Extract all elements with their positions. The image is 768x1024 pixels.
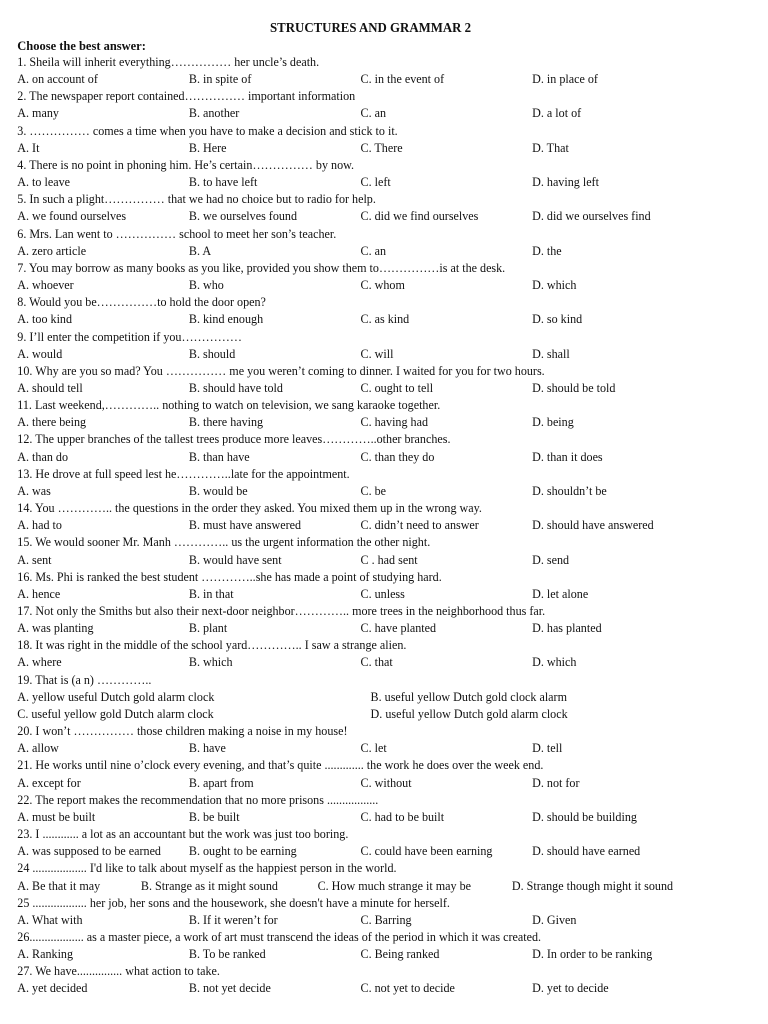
option-a[interactable]: A. where [17, 655, 62, 670]
option-d[interactable]: D. should have earned [532, 844, 641, 859]
option-b[interactable]: B. plant [188, 621, 228, 636]
options-row [17, 980, 724, 997]
question-text: 20. I won’t …………… those children making a noise in my house! [17, 724, 348, 739]
question-item [17, 895, 724, 929]
option-c[interactable]: C. let [360, 741, 387, 756]
option-d[interactable]: D. which [532, 655, 577, 670]
question-text: 4. There is no point in phoning him. He’s certain…………… by now. [17, 157, 355, 172]
options-row [17, 654, 724, 671]
option-c[interactable]: C. as kind [360, 312, 410, 327]
option-c[interactable]: C. unless [360, 586, 405, 601]
options-row [17, 946, 724, 963]
option-d[interactable]: D. yet to decide [532, 981, 609, 996]
option-c[interactable]: C. didn’t need to answer [360, 518, 479, 533]
options-row [17, 449, 724, 466]
option-a[interactable]: A. many [17, 106, 59, 121]
option-a[interactable]: A. too kind [17, 312, 73, 327]
option-a[interactable]: A. allow [17, 741, 59, 756]
question-item [17, 431, 724, 465]
option-a[interactable]: A. It [17, 140, 40, 155]
options-row [17, 878, 724, 895]
option-c[interactable]: C. that [360, 655, 393, 670]
option-b[interactable]: B. have [188, 741, 226, 756]
option-d[interactable]: D. shouldn’t be [532, 483, 607, 498]
question-text: 6. Mrs. Lan went to …………… school to meet her son’s teacher. [17, 226, 337, 241]
option-a[interactable]: A. whoever [17, 278, 74, 293]
options-row [17, 105, 724, 122]
option-b[interactable]: B. should have told [188, 380, 283, 395]
question-item [17, 466, 724, 500]
option-a[interactable]: A. Ranking [17, 947, 74, 962]
options-row [17, 311, 724, 328]
option-d[interactable]: D. in place of [532, 72, 598, 87]
option-a[interactable]: A. except for [17, 775, 81, 790]
options-row [17, 483, 724, 500]
option-a[interactable]: A. was [17, 483, 51, 498]
option-a[interactable]: A. than do [17, 449, 68, 464]
option-c[interactable]: C. ought to tell [360, 380, 434, 395]
question-text: 25 .................. her job, her sons and the housework, she doesn't have a minute for herself. [17, 895, 450, 910]
option-b[interactable]: B. kind enough [188, 312, 264, 327]
question-text: 27. We have............... what action to take. [17, 964, 220, 979]
option-b[interactable]: B. in that [188, 586, 234, 601]
option-c[interactable]: C. had to be built [360, 809, 445, 824]
option-a[interactable]: A. zero article [17, 243, 87, 258]
option-b[interactable]: B. would be [188, 483, 248, 498]
question-item [17, 500, 724, 534]
option-b[interactable]: B. To be ranked [188, 947, 266, 962]
options-row [17, 71, 724, 88]
option-c[interactable]: C. be [360, 483, 387, 498]
option-d[interactable]: D. should be building [532, 809, 637, 824]
question-item [17, 363, 724, 397]
option-b[interactable]: B. which [188, 655, 233, 670]
option-a[interactable]: A. hence [17, 586, 61, 601]
options-row [17, 740, 724, 757]
instruction-heading: Choose the best answer: [17, 38, 146, 53]
option-c[interactable]: C. without [360, 775, 412, 790]
option-d[interactable]: D. not for [532, 775, 580, 790]
option-c[interactable]: C. left [360, 175, 391, 190]
option-d[interactable]: D. shall [532, 346, 570, 361]
option-b[interactable]: B. than have [188, 449, 250, 464]
option-d[interactable]: D. Strange though might it sound [511, 878, 674, 893]
question-text: 7. You may borrow as many books as you like, provided you show them to……………is at the desk. [17, 260, 506, 275]
option-c[interactable]: C. did we find ourselves [360, 209, 479, 224]
option-d[interactable]: D. being [532, 415, 574, 430]
page-title: STRUCTURES AND GRAMMAR 2 [270, 20, 472, 35]
option-b[interactable]: B. we ourselves found [188, 209, 298, 224]
option-d[interactable]: D. useful yellow Dutch gold alarm clock [370, 706, 568, 721]
option-b[interactable]: B. there having [188, 415, 264, 430]
option-d[interactable]: D. has planted [532, 621, 602, 636]
options-row [17, 174, 724, 191]
question-item [17, 226, 724, 260]
option-a[interactable]: A. yet decided [17, 981, 88, 996]
options-row [17, 775, 724, 792]
options-row [17, 843, 724, 860]
option-b[interactable]: B. in spite of [188, 72, 252, 87]
question-item [17, 534, 724, 568]
question-item [17, 157, 724, 191]
option-c[interactable]: C. could have been earning [360, 844, 493, 859]
option-a[interactable]: A. sent [17, 552, 52, 567]
options-row [17, 809, 724, 826]
question-item [17, 123, 724, 157]
question-text: 22. The report makes the recommendation that no more prisons ................. [17, 792, 379, 807]
option-b[interactable]: B. should [188, 346, 236, 361]
options-row [17, 380, 724, 397]
options-row [17, 586, 724, 603]
question-text: 16. Ms. Phi is ranked the best student …………..she has made a point of studying hard. [17, 569, 442, 584]
option-c[interactable]: C. How much strange it may be [317, 878, 472, 893]
options-row [17, 517, 724, 534]
question-item [17, 792, 724, 826]
option-c[interactable]: C. Barring [360, 912, 412, 927]
question-item [17, 672, 724, 723]
option-d[interactable]: D. send [532, 552, 570, 567]
question-text: 14. You ………….. the questions in the order they asked. You mixed them up in the wrong way. [17, 501, 482, 516]
question-item [17, 397, 724, 431]
option-d[interactable]: D. That [532, 140, 569, 155]
question-item [17, 757, 724, 791]
question-item [17, 637, 724, 671]
question-item [17, 54, 724, 88]
options-row [17, 706, 724, 723]
option-c[interactable]: C. having had [360, 415, 429, 430]
question-text: 24 .................. I'd like to talk about myself as the happiest person in the world. [17, 861, 397, 876]
question-text: 21. He works until nine o’clock every evening, and that’s quite ............. the work he does over the week end. [17, 758, 544, 773]
options-row [17, 689, 724, 706]
question-text: 18. It was right in the middle of the school yard………….. I saw a strange alien. [17, 638, 407, 653]
question-text: 9. I’ll enter the competition if you…………… [17, 329, 242, 344]
option-d[interactable]: D. did we ourselves find [532, 209, 651, 224]
question-text: 10. Why are you so mad? You …………… me you weren’t coming to dinner. I waited for you for two hours. [17, 363, 545, 378]
option-a[interactable]: A. yellow useful Dutch gold alarm clock [17, 689, 215, 704]
option-b[interactable]: B. Here [188, 140, 227, 155]
question-text: 19. That is (a n) ………….. [17, 672, 152, 687]
question-item [17, 88, 724, 122]
option-d[interactable]: D. In order to be ranking [532, 947, 653, 962]
option-d[interactable]: D. the [532, 243, 562, 258]
option-d[interactable]: D. a lot of [532, 106, 582, 121]
option-a[interactable]: A. Be that it may [17, 878, 101, 893]
option-d[interactable]: D. so kind [532, 312, 583, 327]
option-a[interactable]: A. should tell [17, 380, 83, 395]
option-a[interactable]: A. must be built [17, 809, 96, 824]
option-a[interactable]: A. was planting [17, 621, 94, 636]
question-item [17, 191, 724, 225]
question-text: 5. In such a plight…………… that we had no choice but to radio for help. [17, 192, 376, 207]
option-b[interactable]: B. apart from [188, 775, 254, 790]
question-item [17, 329, 724, 363]
question-text: 1. Sheila will inherit everything…………… her uncle’s death. [17, 55, 320, 69]
option-c[interactable]: C. than they do [360, 449, 435, 464]
question-text: 15. We would sooner Mr. Manh ………….. us the urgent information the other night. [17, 535, 431, 550]
option-c[interactable]: C. useful yellow gold Dutch alarm clock [17, 706, 214, 721]
option-b[interactable]: B. who [188, 278, 224, 293]
question-list [17, 54, 724, 998]
option-c[interactable]: C. whom [360, 278, 405, 293]
option-b[interactable]: B. not yet decide [188, 981, 271, 996]
option-d[interactable]: D. Given [532, 912, 577, 927]
option-d[interactable]: D. should be told [532, 380, 616, 395]
options-row [17, 140, 724, 157]
option-b[interactable]: B. useful yellow Dutch gold clock alarm [370, 689, 567, 704]
question-text: 12. The upper branches of the tallest trees produce more leaves…………..other branches. [17, 432, 451, 447]
question-text: 13. He drove at full speed lest he…………..late for the appointment. [17, 466, 350, 481]
question-item [17, 260, 724, 294]
options-row [17, 277, 724, 294]
option-a[interactable]: A. we found ourselves [17, 209, 127, 224]
option-c[interactable]: C. an [360, 243, 387, 258]
option-c[interactable]: C. will [360, 346, 394, 361]
option-c[interactable]: C. Being ranked [360, 947, 440, 962]
option-a[interactable]: A. would [17, 346, 63, 361]
options-row [17, 346, 724, 363]
option-c[interactable]: C . had sent [360, 552, 418, 567]
option-c[interactable]: C. in the event of [360, 72, 445, 87]
options-row [17, 208, 724, 225]
option-d[interactable]: D. which [532, 278, 577, 293]
option-a[interactable]: A. there being [17, 415, 87, 430]
option-a[interactable]: A. to leave [17, 175, 70, 190]
question-item [17, 929, 724, 963]
option-d[interactable]: D. should have answered [532, 518, 654, 533]
option-d[interactable]: D. having left [532, 175, 599, 190]
option-b[interactable]: B. another [188, 106, 240, 121]
question-text: 17. Not only the Smiths but also their next-door neighbor………….. more trees in the neighborhood thus far. [17, 604, 546, 618]
question-text: 23. I ............ a lot as an accountant but the work was just too boring. [17, 827, 349, 842]
option-d[interactable]: D. tell [532, 741, 563, 756]
question-text: 8. Would you be……………to hold the door open? [17, 295, 266, 310]
question-text: 26.................. as a master piece, a work of art must transcend the ideas of the period in which it was created. [17, 929, 542, 944]
question-text: 11. Last weekend,………….. nothing to watch on television, we sang karaoke together. [17, 398, 441, 413]
option-a[interactable]: A. had to [17, 518, 62, 533]
option-b[interactable]: B. must have answered [188, 518, 302, 533]
option-b[interactable]: B. to have left [188, 175, 258, 190]
question-item [17, 569, 724, 603]
option-d[interactable]: D. let alone [532, 586, 589, 601]
options-row [17, 243, 724, 260]
options-row [17, 414, 724, 431]
option-b[interactable]: B. A [188, 243, 212, 258]
question-text: 2. The newspaper report contained…………… important information [17, 89, 356, 104]
options-row [17, 620, 724, 637]
option-c[interactable]: C. not yet to decide [360, 981, 455, 996]
option-b[interactable]: B. ought to be earning [188, 844, 297, 859]
question-item [17, 963, 724, 997]
question-item [17, 860, 724, 894]
option-b[interactable]: B. be built [188, 809, 240, 824]
option-b[interactable]: B. Strange as it might sound [140, 878, 278, 893]
question-item [17, 826, 724, 860]
question-item [17, 294, 724, 328]
question-item [17, 723, 724, 757]
question-text: 3. …………… comes a time when you have to make a decision and stick to it. [17, 123, 398, 138]
option-c[interactable]: C. have planted [360, 621, 437, 636]
options-row [17, 912, 724, 929]
options-row [17, 552, 724, 569]
option-c[interactable]: C. an [360, 106, 387, 121]
option-b[interactable]: B. If it weren’t for [188, 912, 278, 927]
option-a[interactable]: A. What with [17, 912, 83, 927]
question-item [17, 603, 724, 637]
option-d[interactable]: D. than it does [532, 449, 603, 464]
option-c[interactable]: C. There [360, 140, 403, 155]
option-a[interactable]: A. on account of [17, 72, 98, 87]
option-b[interactable]: B. would have sent [188, 552, 282, 567]
option-a[interactable]: A. was supposed to be earned [17, 844, 161, 859]
